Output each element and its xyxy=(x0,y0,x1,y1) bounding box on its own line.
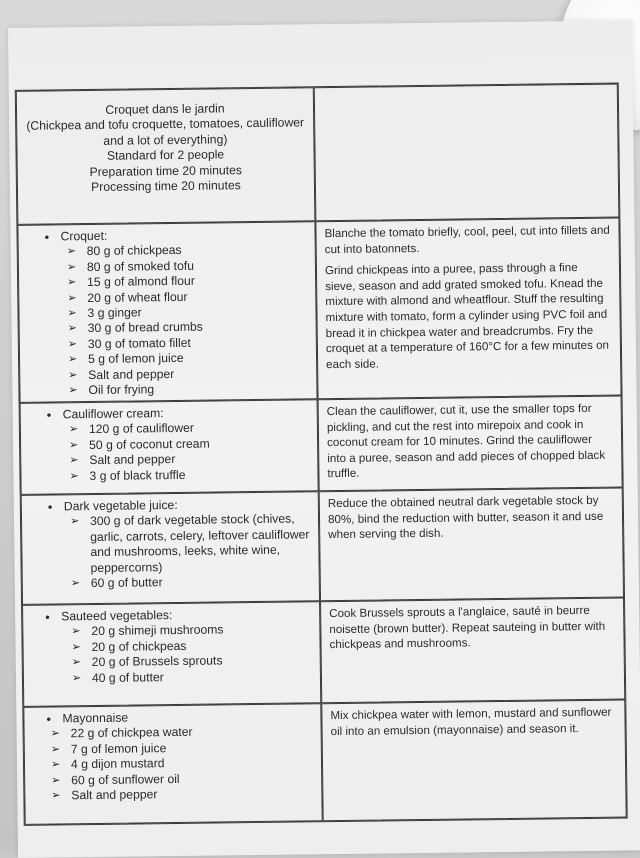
arrowhead-bullet-icon: ➢ xyxy=(71,656,82,669)
method-paragraph: Blanche the tomato briefly, cool, peel, cut into fillets and cut into batonnets. xyxy=(324,223,610,256)
ingredient-list xyxy=(29,420,310,485)
list-item xyxy=(72,668,312,686)
section-title: Sauteed vegetables: xyxy=(61,608,173,624)
arrowhead-bullet-icon: ➢ xyxy=(67,276,77,289)
list-item xyxy=(68,380,308,398)
arrowhead-bullet-icon: ➢ xyxy=(68,423,79,436)
ingredient-list xyxy=(30,512,311,592)
arrowhead-bullet-icon: ➢ xyxy=(66,245,77,258)
ingredient: 4 g dijon mustard xyxy=(70,756,165,772)
arrowhead-bullet-icon: ➢ xyxy=(67,291,77,304)
ingredient: Salt and pepper xyxy=(89,452,176,468)
arrowhead-bullet-icon: ➢ xyxy=(51,774,61,787)
arrowhead-bullet-icon: ➢ xyxy=(50,758,61,771)
vegetable-juice-method-cell xyxy=(319,488,624,602)
ingredient: Oil for frying xyxy=(88,382,155,398)
ingredient: 20 g of Brussels sprouts xyxy=(91,653,223,670)
ingredient: 20 g of chickpeas xyxy=(91,638,187,654)
arrowhead-bullet-icon: ➢ xyxy=(69,438,79,452)
section-title: Cauliflower cream: xyxy=(62,406,164,422)
arrowhead-bullet-icon: ➢ xyxy=(71,625,81,638)
ingredient-list xyxy=(33,724,314,804)
recipe-title: Croquet dans le jardin xyxy=(105,101,225,117)
section-title: Dark vegetable juice: xyxy=(63,497,178,514)
arrowhead-bullet-icon: ➢ xyxy=(71,640,81,654)
arrowhead-bullet-icon: ➢ xyxy=(67,353,78,366)
ingredient: 7 g of lemon juice xyxy=(70,740,167,757)
arrowhead-bullet-icon: ➢ xyxy=(68,368,78,381)
method-paragraph: Clean the cauliflower, cut it, use the smaller tops for pickling, and cut the rest into mirepoix and cook in coconut cream for 10 minutes. Grind the cauliflower into a puree, season and add pieces of chopped black truffle. xyxy=(326,401,606,481)
list-item xyxy=(69,466,309,484)
bullet-dot-icon: • xyxy=(46,711,52,727)
processing-time: Processing time 20 minutes xyxy=(91,178,241,195)
method-paragraph: Reduce the obtained neutral dark vegetable stock by 80%, bind the reduction with butter, season it and use when serving the dish. xyxy=(327,493,604,542)
bullet-dot-icon: • xyxy=(46,407,52,423)
ingredient: 80 g of chickpeas xyxy=(86,243,182,259)
cauliflower-method-cell xyxy=(318,396,623,492)
ingredient: 3 g ginger xyxy=(87,305,142,321)
recipe-table xyxy=(15,83,628,826)
arrowhead-bullet-icon: ➢ xyxy=(50,743,61,756)
ingredient: 5 g of lemon juice xyxy=(87,351,184,367)
ingredient: 80 g of smoked tofu xyxy=(86,258,195,274)
croquet-method-cell xyxy=(315,218,621,400)
cauliflower-ingredients-cell xyxy=(20,399,319,495)
arrowhead-bullet-icon: ➢ xyxy=(70,577,81,590)
mayonnaise-ingredients-cell xyxy=(23,703,322,825)
ingredient: 22 g of chickpea water xyxy=(70,725,193,741)
list-item xyxy=(51,785,313,804)
arrowhead-bullet-icon: ➢ xyxy=(67,338,78,351)
recipe-subtitle-line-1: (Chickpea and tofu croquette, tomatoes, cauliflower xyxy=(26,115,305,134)
arrowhead-bullet-icon: ➢ xyxy=(50,727,60,740)
ingredient: 3 g of black truffle xyxy=(89,467,186,483)
mayonnaise-method-cell xyxy=(321,700,626,822)
arrowhead-bullet-icon: ➢ xyxy=(69,454,79,467)
ingredient: 60 g of butter xyxy=(90,575,163,591)
recipe-sheet xyxy=(8,20,640,858)
bullet-dot-icon: • xyxy=(45,609,50,625)
empty-header-cell xyxy=(314,84,620,222)
section-title: Croquet: xyxy=(60,228,108,244)
ingredient: 20 g shimeji mushrooms xyxy=(91,622,224,639)
ingredient-list xyxy=(31,622,312,687)
recipe-title-cell xyxy=(16,87,316,225)
recipe-subtitle-line-2: and a lot of everything) xyxy=(103,132,228,148)
list-item xyxy=(71,573,311,591)
arrowhead-bullet-icon: ➢ xyxy=(51,789,61,802)
sauteed-vegetables-ingredients-cell xyxy=(22,601,321,707)
ingredient: 15 g of almond flour xyxy=(87,273,195,290)
bullet-dot-icon: • xyxy=(47,499,53,515)
ingredient-list xyxy=(27,242,309,399)
sauteed-vegetables-method-cell xyxy=(320,598,625,704)
croquet-ingredients-cell xyxy=(17,221,317,403)
ingredient: Salt and pepper xyxy=(88,366,175,382)
ingredient: 50 g of coconut cream xyxy=(89,436,210,452)
arrowhead-bullet-icon: ➢ xyxy=(69,469,79,482)
arrowhead-bullet-icon: ➢ xyxy=(67,322,77,335)
ingredient: Salt and pepper xyxy=(71,787,158,803)
ingredient: 60 g of sunflower oil xyxy=(71,771,180,787)
arrowhead-bullet-icon: ➢ xyxy=(68,384,78,397)
ingredient: 120 g of cauliflower xyxy=(88,421,195,437)
arrowhead-bullet-icon: ➢ xyxy=(71,671,82,684)
vegetable-juice-ingredients-cell xyxy=(21,491,320,605)
arrowhead-bullet-icon: ➢ xyxy=(67,307,77,320)
ingredient: 20 g of wheat flour xyxy=(87,289,188,305)
ingredient: 30 g of bread crumbs xyxy=(87,320,203,336)
list-item xyxy=(70,512,311,577)
servings: Standard for 2 people xyxy=(106,147,225,164)
section-title: Mayonnaise xyxy=(62,710,129,726)
ingredient: 40 g of butter xyxy=(91,669,164,685)
method-paragraph: Grind chickpeas into a puree, pass through a fine sieve, season and add grated smoked tofu. Knead the mixture with almond and wheatflour. Stuff the resulting mixture with tomato, form a cylinder using PVC foil and bread it in chickpea water and breadcrumbs. Fry the croquet at a temperature of 160°C for a few minutes on each side. xyxy=(324,261,610,371)
ingredient: 30 g of tomato fillet xyxy=(87,335,191,351)
arrowhead-bullet-icon: ➢ xyxy=(69,515,80,528)
preparation-time: Preparation time 20 minutes xyxy=(89,162,243,179)
ingredient: 300 g of dark vegetable stock (chives, garlic, carrots, celery, leftover cauliflower and mushrooms, leeks, white wine, peppercorns) xyxy=(89,511,310,575)
bullet-dot-icon: • xyxy=(44,229,50,245)
method-paragraph: Mix chickpea water with lemon, mustard and sunflower oil into an emulsion (mayonnaise) and season it. xyxy=(330,705,612,738)
arrowhead-bullet-icon: ➢ xyxy=(66,260,77,274)
method-paragraph: Cook Brussels sprouts a l'anglaice, sauté in beurre noisette (brown butter). Repeat sauteing in butter with chickpeas and mushrooms. xyxy=(329,603,606,652)
